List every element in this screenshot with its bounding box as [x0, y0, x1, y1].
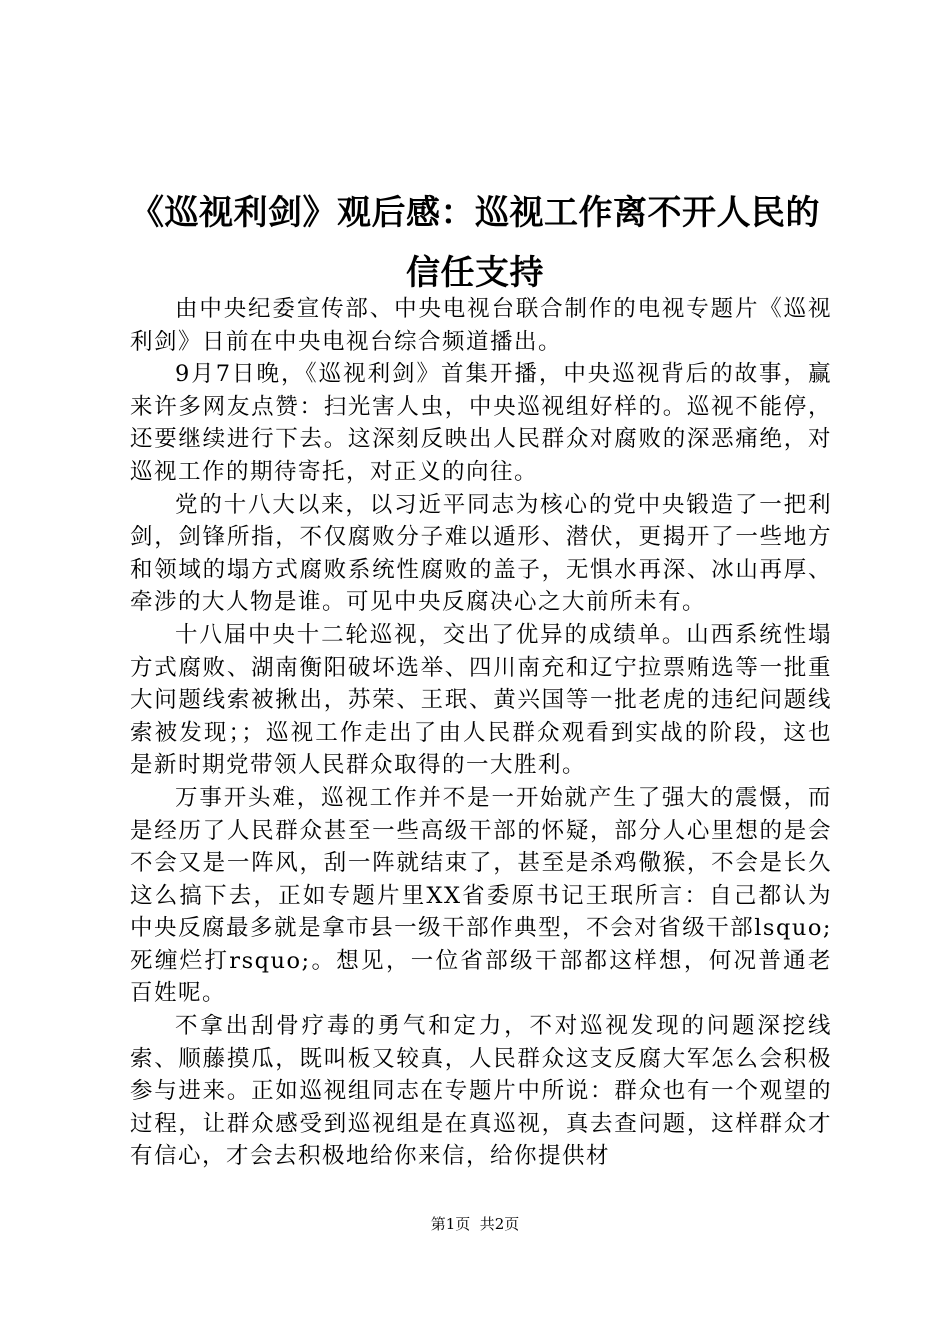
document-title [110, 183, 840, 303]
paragraph: 十八届中央十二轮巡视，交出了优异的成绩单。山西系统性塌方式腐败、湖南衡阳破坏选举、四川南充和辽宁拉票贿选等一批重大问题线索被揪出，苏荣、王珉、黄兴国等一批老虎的违纪问题线索被发现；；巡视工作走出了由人民群众观看到实战的阶段，这也是新时期党带领人民群众取得的一大胜利。 [130, 621, 832, 779]
paragraph: 党的十八大以来，以习近平同志为核心的党中央锻造了一把利剑，剑锋所指，不仅腐败分子难以遁形、潜伏，更揭开了一些地方和领域的塌方式腐败系统性腐败的盖子，无惧水再深、冰山再厚、牵涉的大人物是谁。可见中央反腐决心之大前所未有。 [130, 491, 832, 616]
title-line-2: 信任支持 [406, 253, 544, 293]
paragraph: 万事开头难，巡视工作并不是一开始就产生了强大的震慑，而是经历了人民群众甚至一些高级干部的怀疑，部分人心里想的是会不会又是一阵风，刮一阵就结束了，甚至是杀鸡儆猴，不会是长久这么搞下去，正如专题片里XX省委原书记王珉所言：自己都认为中央反腐最多就是拿市县一级干部作典型，不会对省级干部lsquo;死缠烂打rsquo;。想见，一位省部级干部都这样想，何况普通老百姓呢。 [130, 784, 832, 1007]
page-footer [0, 1213, 950, 1235]
paragraph: 由中央纪委宣传部、中央电视台联合制作的电视专题片《巡视利剑》日前在中央电视台综合频道播出。 [130, 296, 832, 355]
document-body [130, 293, 832, 1173]
paragraph: 不拿出刮骨疗毒的勇气和定力，不对巡视发现的问题深挖线索、顺藤摸瓜，既叫板又较真，人民群众这支反腐大军怎么会积极参与进来。正如巡视组同志在专题片中所说：群众也有一个观望的过程，让群众感受到巡视组是在真巡视，真去查问题，这样群众才有信心，才会去积极地给你来信，给你提供材 [130, 1013, 832, 1170]
page-number: 第1页 共2页 [430, 1215, 520, 1233]
title-line-1: 《巡视利剑》观后感：巡视工作离不开人民的 [130, 193, 820, 233]
paragraph: 9月7日晚，《巡视利剑》首集开播，中央巡视背后的故事，赢来许多网友点赞：扫光害人虫，中央巡视组好样的。巡视不能停，还要继续进行下去。这深刻反映出人民群众对腐败的深恶痛绝，对巡视工作的期待寄托，对正义的向往。 [130, 361, 832, 485]
